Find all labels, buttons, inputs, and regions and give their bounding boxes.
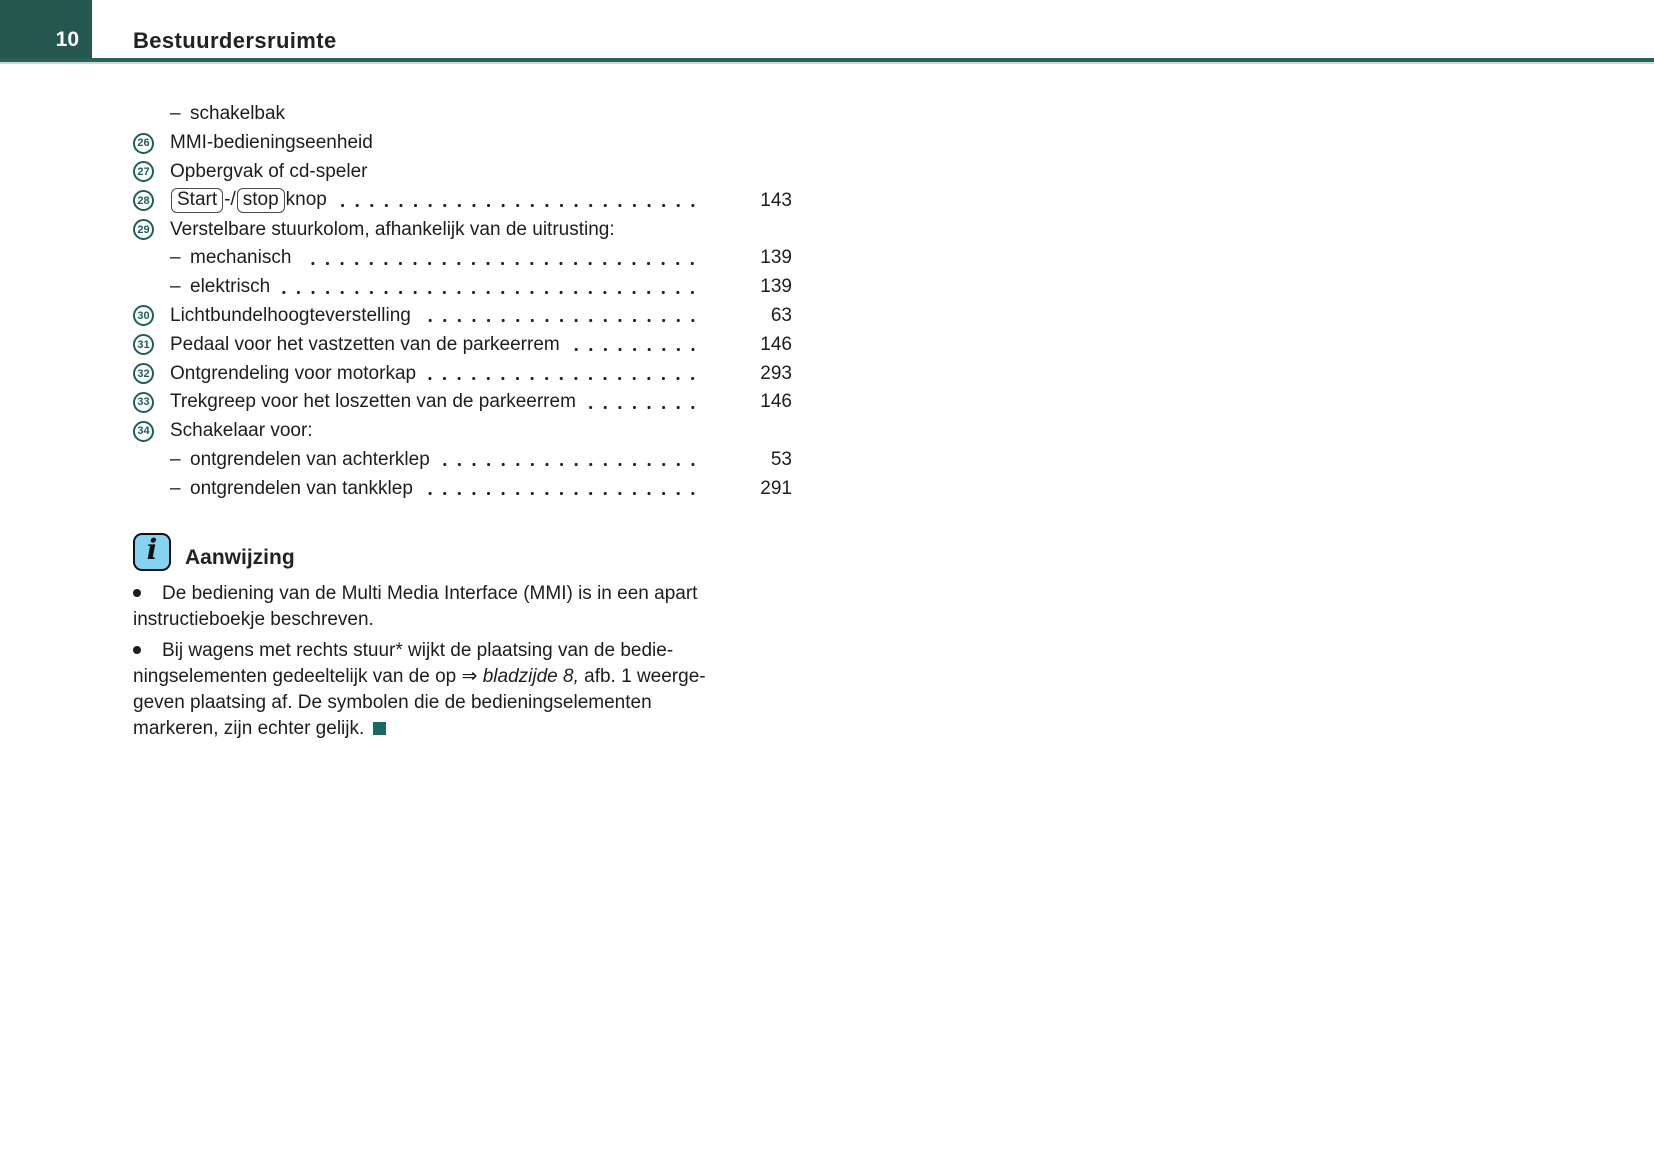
page-ref: 146 [760,333,792,355]
marker-cell [133,392,170,413]
item-number-badge: 26 [133,133,154,154]
dotted-leader [442,463,700,466]
item-number-badge: 27 [133,161,154,182]
bullet-icon [133,646,141,654]
marker-cell [133,421,170,442]
dotted-leader [423,319,700,322]
dotted-leader [428,377,700,380]
item-number-badge: 28 [133,190,154,211]
toc-row-start-stop [133,186,792,215]
note-text: markeren, zijn echter gelijk. [133,718,365,740]
dotted-leader [303,262,700,265]
section-end-marker-icon [373,722,386,735]
note-text: afb. 1 weerge- [578,666,706,688]
keycap-separator: -/ [224,189,236,211]
toc-row-mmi [133,129,792,158]
marker-cell [133,161,170,182]
item-number-badge: 32 [133,363,154,384]
toc-label: Trekgreep voor het loszetten van de parkeerrem [170,391,576,413]
toc-row-lichtbundel [133,302,792,331]
dotted-leader [339,204,700,207]
page-ref: 143 [760,189,792,211]
page-ref: 291 [760,477,792,499]
page-ref: 139 [760,247,792,269]
toc-label: Verstelbare stuurkolom, afhankelijk van de uitrusting: [170,218,615,240]
page-number-box [0,0,92,58]
page-ref: 139 [760,276,792,298]
marker-cell [133,219,170,240]
note-section [133,533,793,742]
marker-cell [133,363,170,384]
toc-row-pedaal [133,330,792,359]
page-ref: 293 [760,362,792,384]
note-bullet-1 [133,581,793,633]
content [0,64,1654,742]
note-header [133,533,793,571]
bullet-icon [133,589,141,597]
toc-row-stuurkolom [133,215,792,244]
note-text: instructieboekje beschreven. [133,609,374,631]
page-number: 10 [55,28,79,51]
dash-icon: – [170,448,181,470]
toc-label: Opbergvak of cd-speler [170,160,368,182]
toc-list [133,100,792,503]
dash-icon: – [170,247,181,269]
item-number-badge: 31 [133,334,154,355]
toc-label [170,188,327,213]
toc-row-trekgreep [133,388,792,417]
page-ref: 146 [760,391,792,413]
toc-label: Schakelaar voor: [170,420,313,442]
item-number-badge: 30 [133,305,154,326]
dotted-leader [282,291,700,294]
toc-row-elektrisch [133,273,792,302]
toc-label: elektrisch [190,276,271,298]
toc-label: ontgrendelen van achterklep [190,448,430,470]
item-number-badge: 34 [133,421,154,442]
toc-label: Ontgrendeling voor motorkap [170,362,417,384]
toc-row-tankklep [133,474,792,503]
toc-label: Lichtbundelhoogteverstelling [170,304,411,326]
note-text: ningselementen gedeeltelijk van de op [133,666,462,688]
dash-icon: – [170,276,181,298]
page-title: Bestuurdersruimte [133,28,337,53]
toc-label: ontgrendelen van tankklep [190,477,413,499]
toc-label: mechanisch [190,247,292,269]
page-reference: bladzijde 8, [482,666,579,688]
dotted-leader [572,348,700,351]
page-ref: 63 [770,304,792,326]
dash-icon: – [170,103,181,125]
toc-label: schakelbak [190,103,286,125]
page-header [0,0,1654,58]
page-ref: 53 [770,448,792,470]
dotted-leader [588,406,700,409]
toc-row-achterklep [133,446,792,475]
item-number-badge: 33 [133,392,154,413]
start-keycap: Start [171,188,223,213]
marker-cell [133,334,170,355]
info-icon-glyph: i [146,533,158,567]
toc-label: MMI-bedieningseenheid [170,132,373,154]
dotted-leader [425,492,700,495]
keycap-suffix: knop [285,189,327,211]
marker-cell [133,133,170,154]
stop-keycap: stop [237,188,285,213]
toc-row-schakelaar [133,417,792,446]
toc-row-mechanisch [133,244,792,273]
toc-row-motorkap [133,359,792,388]
note-bullet-2 [133,638,793,742]
item-number-badge: 29 [133,219,154,240]
toc-label: Pedaal voor het vastzetten van de parkeerrem [170,333,560,355]
toc-row-schakelbak [133,100,792,129]
dash-icon: – [170,477,181,499]
marker-cell [133,305,170,326]
note-heading: Aanwijzing [185,546,295,570]
reference-arrow-icon: ⇒ [461,666,483,688]
note-text: De bediening van de Multi Media Interface (MMI) is in een apart [162,583,698,605]
note-text: Bij wagens met rechts stuur* wijkt de plaatsing van de bedie- [162,640,674,662]
toc-row-opbergvak [133,158,792,187]
note-text: geven plaatsing af. De symbolen die de bedieningselementen [133,692,652,714]
marker-cell [133,190,170,211]
info-icon [133,533,171,571]
